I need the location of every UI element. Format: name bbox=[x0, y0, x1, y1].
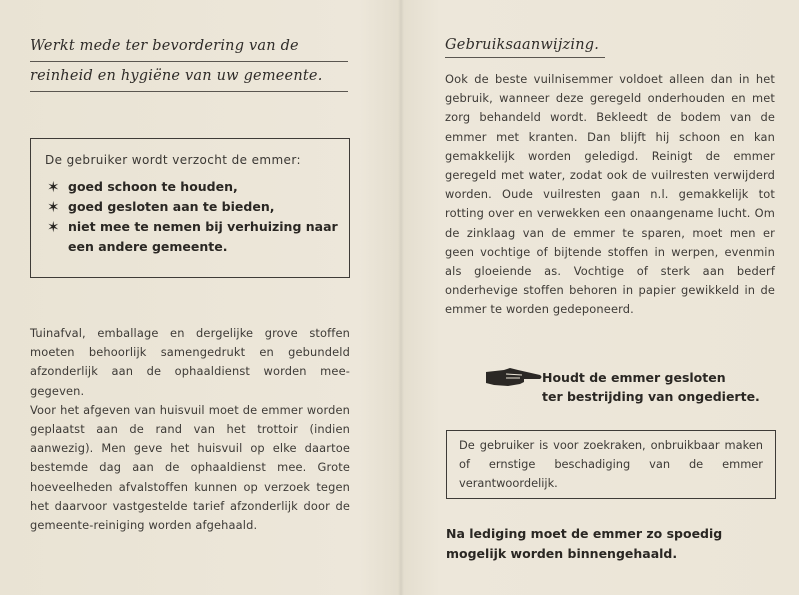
final-line-1: Na lediging moet de emmer zo spoedig bbox=[446, 526, 723, 541]
keep-closed-notice bbox=[542, 368, 760, 406]
responsibility-box: De gebruiker is voor zoekraken, onbruikbaar maken of ernstige beschadiging van de emmer verantwoordelijk. bbox=[446, 430, 776, 499]
request-item bbox=[47, 197, 349, 217]
final-instruction bbox=[446, 524, 782, 564]
pointing-hand-icon bbox=[484, 366, 544, 388]
request-item bbox=[47, 177, 349, 197]
asterisk-star-icon: ✶ bbox=[47, 178, 60, 196]
asterisk-star-icon: ✶ bbox=[47, 218, 60, 236]
asterisk-star-icon: ✶ bbox=[47, 198, 60, 216]
left-heading bbox=[30, 34, 348, 92]
notice-line-1: Houdt de emmer gesloten bbox=[542, 370, 726, 385]
final-line-2: mogelijk worden binnengehaald. bbox=[446, 546, 678, 561]
left-body bbox=[30, 324, 350, 535]
request-item-text: goed schoon te houden, bbox=[68, 179, 238, 194]
request-item-text: goed gesloten aan te bieden, bbox=[68, 199, 275, 214]
instructions-paragraph: Ook de beste vuilnisemmer voldoet alleen dan in het gebruik, wanneer deze geregeld onderhouden en met zorg behandeld wordt. Bekleedt de bodem van de emmer met kranten. Dan blijft hij schoon en kan gemakkelijk worden geledigd. Reinigt de emmer geregeld met water, zodat ook de vuilresten verwijderd worden. Oude vuilresten gaan n.l. gemakkelijk tot rotting over en verwekken een onaangename lucht. Om de zinklaag van de emmer te sparen, moet men er geen vochtige of bijtende stoffen in werpen, evenmin als gloeiende as. Vochtige of sterk aan bederf onderhevige stoffen behoren in papier gewikkeld in de emmer te worden gedeponeerd. bbox=[445, 72, 775, 317]
instructions-title: Gebruiksaanwijzing. bbox=[445, 35, 605, 58]
left-page bbox=[0, 0, 399, 595]
paragraph-collection: Voor het afgeven van huisvuil moet de emmer worden geplaatst aan de rand van het trottoir (indien aanwezig). Men geve het huisvuil op elke daartoe bestemde dag aan de ophaaldienst mee. Grote hoeveelheden afvalstoffen kunnen op verzoek tegen het daarvoor vastgestelde tarief afzonderlijk door de gemeente-reiniging worden afgehaald. bbox=[30, 402, 350, 533]
request-intro: De gebruiker wordt verzocht de emmer: bbox=[45, 153, 301, 167]
request-item-text: niet mee te nemen bij verhuizing naar een andere gemeente. bbox=[68, 219, 338, 254]
left-heading-line-2: reinheid en hygiëne van uw gemeente. bbox=[30, 64, 348, 92]
paragraph-garden-waste: Tuinafval, emballage en dergelijke grove stoffen moeten behoorlijk samengedrukt en gebundeld afzonderlijk aan de ophaaldienst worden mee-gegeven. bbox=[30, 326, 350, 398]
request-list bbox=[47, 177, 349, 257]
request-item bbox=[47, 217, 349, 257]
left-heading-line-1: Werkt mede ter bevordering van de bbox=[30, 34, 348, 62]
right-page bbox=[400, 0, 799, 595]
right-heading bbox=[445, 35, 605, 58]
notice-line-2: ter bestrijding van ongedierte. bbox=[542, 389, 760, 404]
user-request-box bbox=[30, 138, 350, 278]
